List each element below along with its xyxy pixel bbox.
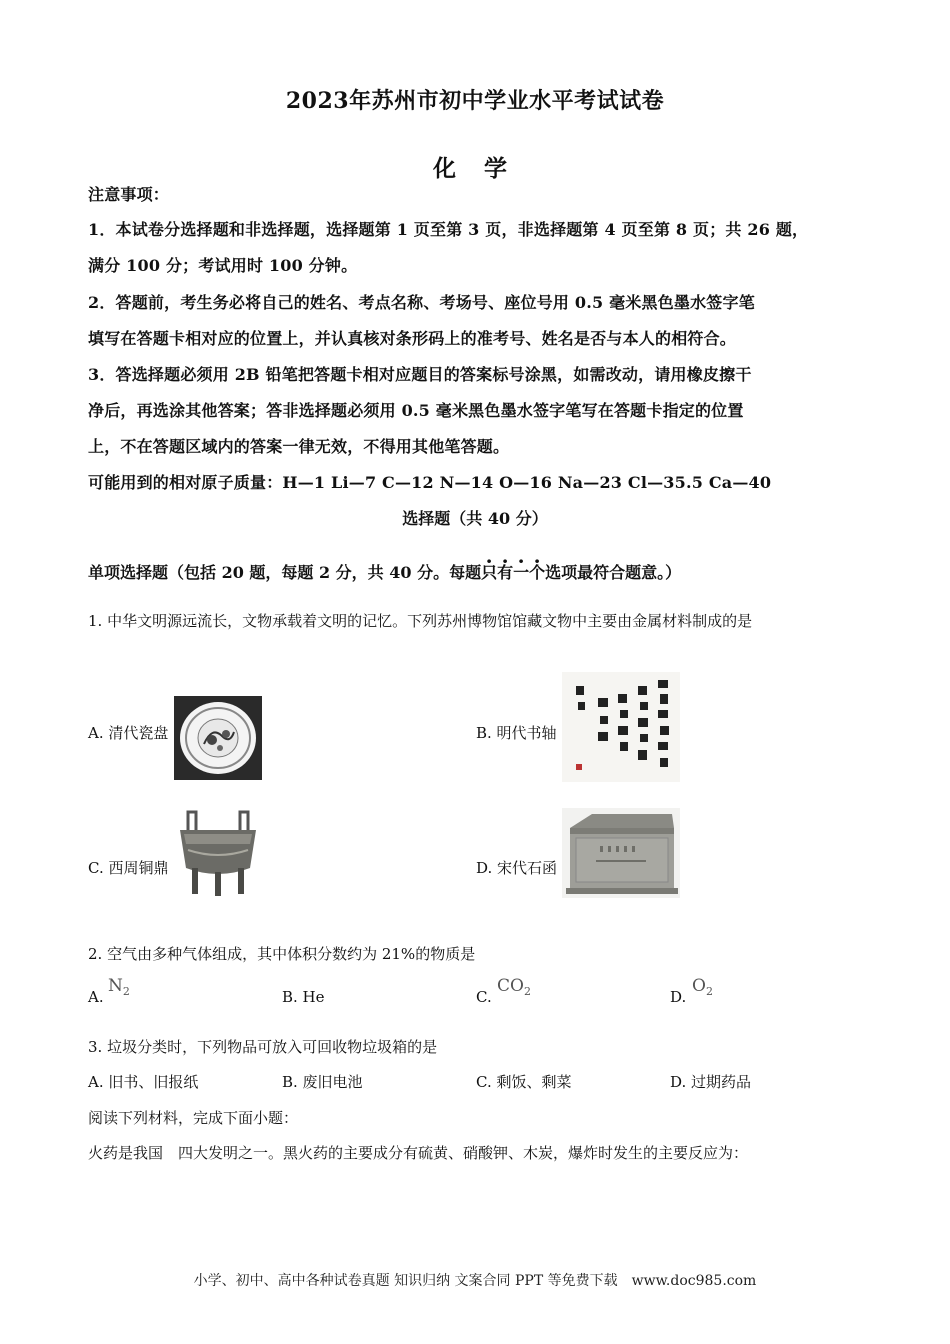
q2-option-a[interactable]: A. xyxy=(88,988,104,1006)
emphasis-char: 有 xyxy=(497,563,514,582)
q1-option-a[interactable]: A. 清代瓷盘 xyxy=(88,724,169,742)
q1-option-d[interactable]: D. 宋代石函 xyxy=(476,859,558,877)
question-1-stem: 1. 中华文明源远流长，文物承载着文明的记忆。下列苏州博物馆馆藏文物中主要由金属材料制成的是 xyxy=(88,612,753,630)
formula-main: O xyxy=(692,976,706,996)
note-line: 1．本试卷分选择题和非选择题，选择题第 1 页至第 3 页，非选择题第 4 页至第 8 页；共 26 题， xyxy=(88,220,809,239)
emphasis-char: 个 xyxy=(529,563,546,582)
calligraphy-scroll-image xyxy=(562,672,680,786)
q2-option-c[interactable]: C. xyxy=(476,988,492,1006)
formula-main: CO xyxy=(497,976,524,996)
section-title: 选择题（共 40 分） xyxy=(402,509,548,528)
formula-subscript: 2 xyxy=(523,985,531,998)
q3-option-b[interactable]: B. 废旧电池 xyxy=(282,1073,363,1091)
instruction-post: 选项最符合题意。） xyxy=(545,563,682,582)
q3-option-d[interactable]: D. 过期药品 xyxy=(670,1073,752,1091)
q3-option-a[interactable]: A. 旧书、旧报纸 xyxy=(88,1073,199,1091)
emphasis-char: 只 xyxy=(481,563,498,582)
bronze-ding-image xyxy=(174,810,262,902)
exam-title: 2023年苏州市初中学业水平考试试卷 xyxy=(285,88,665,114)
section-instruction xyxy=(88,560,681,583)
note-line: 净后，再选涂其他答案；答非选择题必须用 0.5 毫米黑色墨水签字笔写在答题卡指定的位置 xyxy=(88,401,744,420)
note-line: 上，不在答题区域内的答案一律无效，不得用其他笔答题。 xyxy=(88,437,510,456)
reading-text: 火药是我国 四大发明之一。黑火药的主要成分有硫黄、硝酸钾、木炭，爆炸时发生的主要反应为： xyxy=(88,1144,749,1162)
note-line: 3．答选择题必须用 2B 铅笔把答题卡相对应题目的答案标号涂黑，如需改动，请用橡皮擦干 xyxy=(88,365,752,384)
q2-formula-c xyxy=(497,976,531,996)
formula-subscript: 2 xyxy=(122,985,130,998)
reading-prompt: 阅读下列材料，完成下面小题： xyxy=(88,1109,299,1127)
q2-formula-d xyxy=(692,976,713,996)
q1-option-b[interactable]: B. 明代书轴 xyxy=(476,724,557,742)
question-3-stem: 3. 垃圾分类时，下列物品可放入可回收物垃圾箱的是 xyxy=(88,1038,438,1056)
q2-option-d[interactable]: D. xyxy=(670,988,687,1006)
note-line: 2．答题前，考生务必将自己的姓名、考点名称、考场号、座位号用 0.5 毫米黑色墨水签字笔 xyxy=(88,293,755,312)
emphasis-char: 一 xyxy=(513,563,530,582)
note-line: 满分 100 分；考试用时 100 分钟。 xyxy=(88,256,358,275)
notes-heading: 注意事项： xyxy=(88,185,170,204)
instruction-pre: 单项选择题（包括 20 题，每题 2 分，共 40 分。每题 xyxy=(88,563,482,582)
formula-subscript: 2 xyxy=(705,985,713,998)
page-footer: 小学、初中、高中各种试卷真题 知识归纳 文案合同 PPT 等免费下载 www.doc985.com xyxy=(193,1273,757,1289)
note-line: 填写在答题卡相对应的位置上，并认真核对条形码上的准考号、姓名是否与本人的相符合。 xyxy=(88,329,737,348)
stone-casket-image xyxy=(562,808,680,902)
q1-option-c[interactable]: C. 西周铜鼎 xyxy=(88,859,169,877)
q2-formula-a xyxy=(108,976,130,996)
q2-option-b[interactable]: B. He xyxy=(282,988,325,1006)
question-2-stem: 2. 空气由多种气体组成，其中体积分数约为 21%的物质是 xyxy=(88,945,476,963)
formula-main: N xyxy=(108,976,123,996)
subject-title: 化 学 xyxy=(432,155,517,182)
atomic-masses: 可能用到的相对原子质量：H—1 Li—7 C—12 N—14 O—16 Na—23 Cl—35.5 Ca—40 xyxy=(88,473,772,492)
porcelain-plate-image xyxy=(174,696,262,784)
q3-option-c[interactable]: C. 剩饭、剩菜 xyxy=(476,1073,572,1091)
